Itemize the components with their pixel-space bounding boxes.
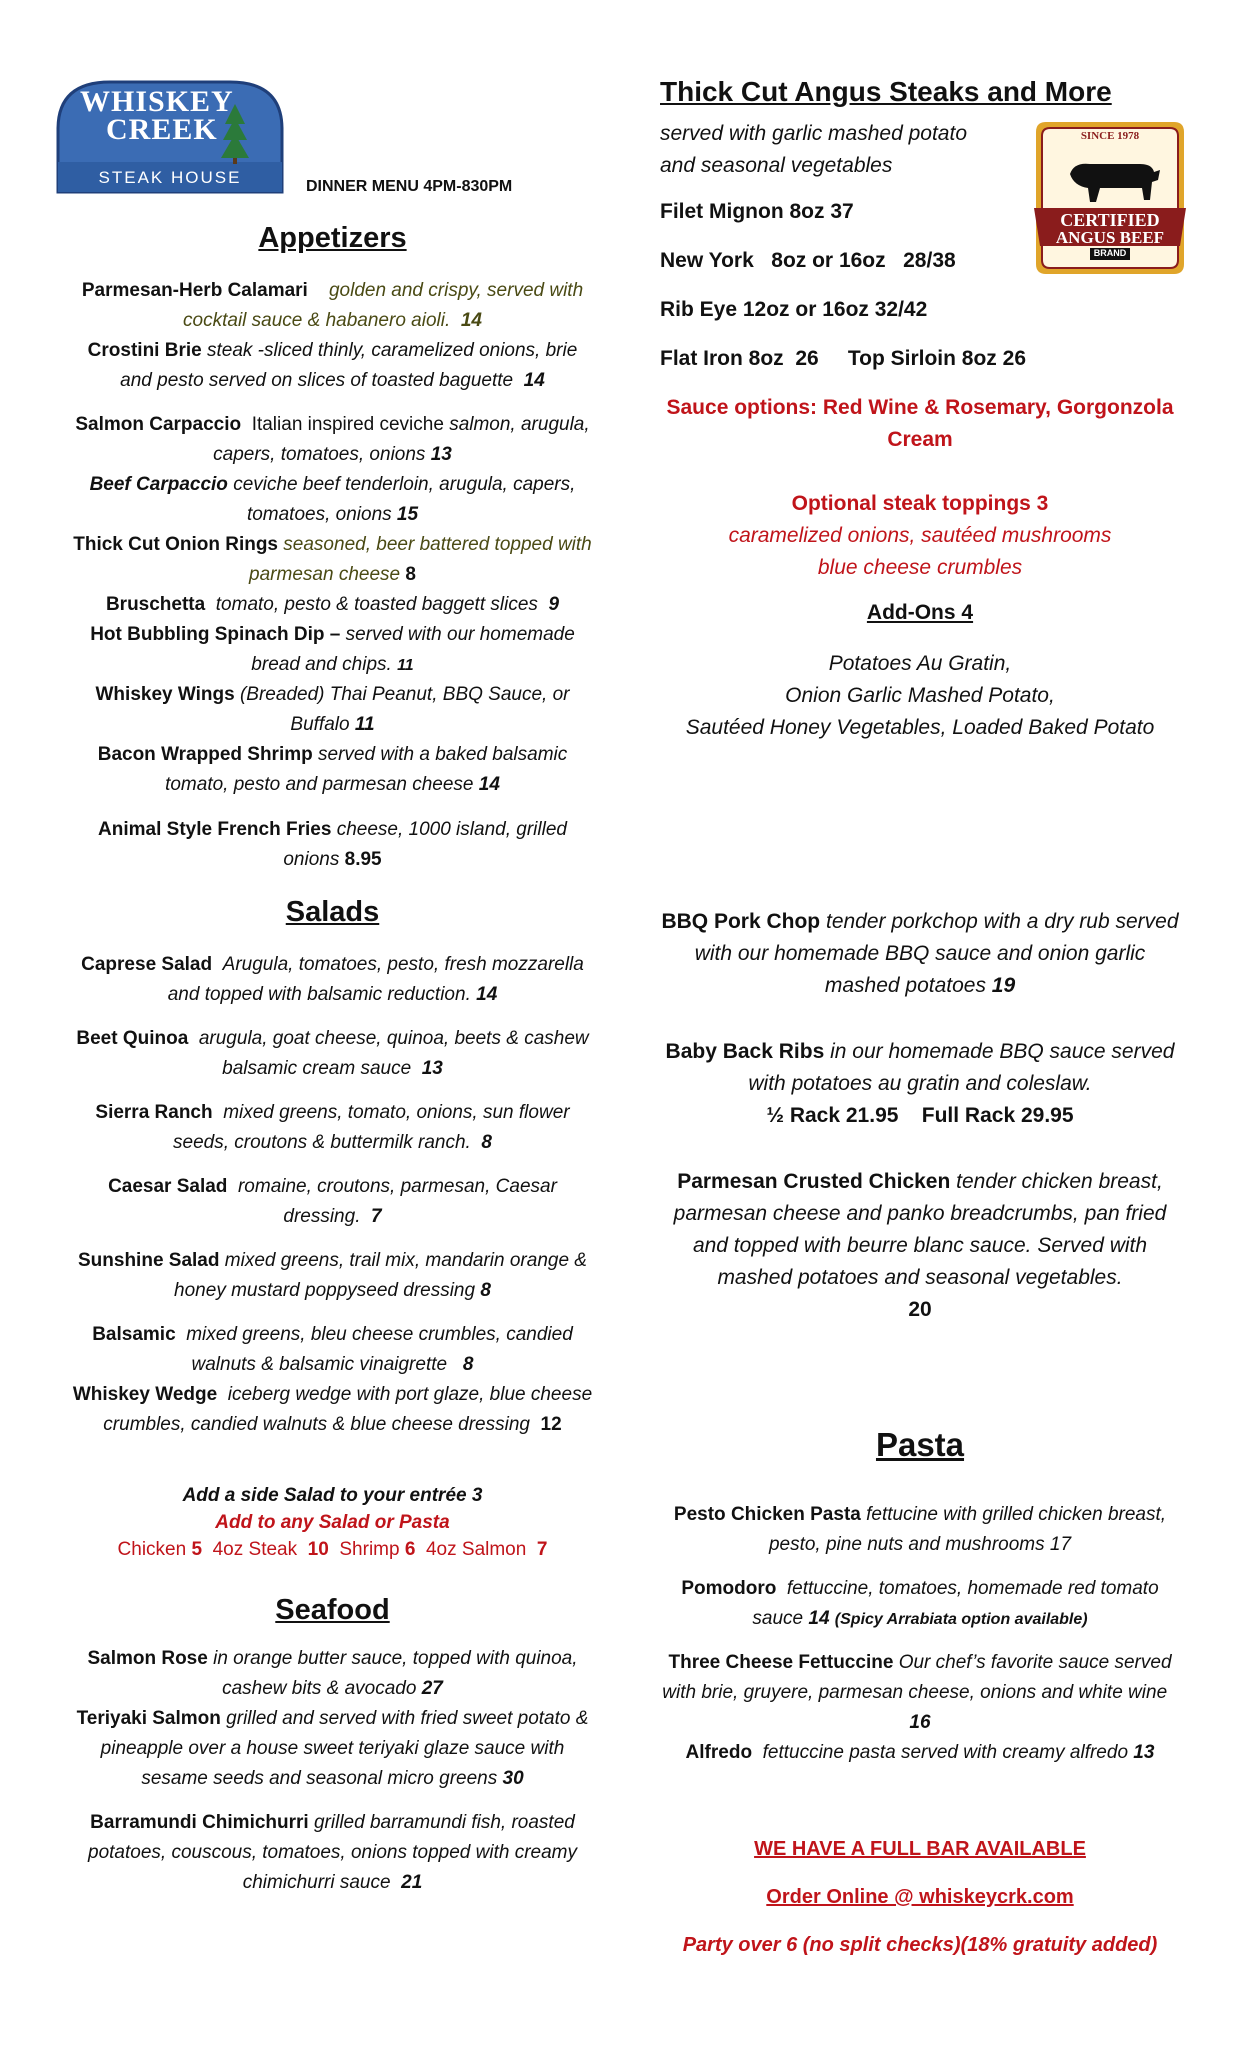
menu-item: Salmon Carpaccio Italian inspired ceviche salmon, arugula, capers, tomatoes, onions 13	[75, 414, 590, 465]
protein-addons: Chicken 5 4oz Steak 10 Shrimp 6 4oz Salmon 7	[117, 1539, 548, 1560]
badge-line-2: ANGUS BEEF	[1055, 228, 1165, 247]
steaks-subtitle: served with garlic mashed potato and seasonal vegetables	[660, 122, 967, 177]
menu-hours-label: DINNER MENU 4PM-830PM	[306, 178, 513, 195]
menu-item: Caprese Salad Arugula, tomatoes, pesto, fresh mozzarella and topped with balsamic reduction. 14	[81, 954, 584, 1005]
menu-item: BBQ Pork Chop tender porkchop with a dry rub served with our homemade BBQ sauce and onion garlic mashed potatoes 19	[661, 910, 1179, 997]
menu-item: Beef Carpaccio ceviche beef tenderloin, arugula, capers, tomatoes, onions 15	[89, 474, 576, 525]
addons-list: Potatoes Au Gratin, Onion Garlic Mashed Potato, Sautéed Honey Vegetables, Loaded Baked Potato	[685, 652, 1155, 739]
menu-item: Bacon Wrapped Shrimp served with a baked balsamic tomato, pesto and parmesan cheese 14	[97, 744, 568, 795]
steak-line-flatiron: Flat Iron 8oz 26 Top Sirloin 8oz 26	[660, 347, 1027, 370]
menu-item: Bruschetta tomato, pesto & toasted baggett slices 9	[105, 594, 560, 615]
side-salad-note: Add a side Salad to your entrée 3	[182, 1485, 483, 1506]
menu-item: Thick Cut Onion Rings seasoned, beer battered topped with parmesan cheese 8	[73, 534, 592, 585]
steak-line-newyork: New York 8oz or 16oz 28/38	[660, 249, 956, 272]
menu-item: Whiskey Wings (Breaded) Thai Peanut, BBQ Sauce, or Buffalo 11	[95, 684, 570, 735]
menu-item: Pesto Chicken Pasta fettucine with grilled chicken breast, pesto, pine nuts and mushrooms 17	[673, 1504, 1167, 1555]
menu-item: Pomodoro fettuccine, tomatoes, homemade red tomato sauce 14 (Spicy Arrabiata option available)	[681, 1578, 1159, 1629]
menu-item: Hot Bubbling Spinach Dip – served with our homemade bread and chips. 11	[90, 624, 575, 675]
steaks-heading: Thick Cut Angus Steaks and More	[660, 76, 1112, 107]
salads-heading: Salads	[285, 896, 380, 928]
seafood-heading: Seafood	[275, 1594, 390, 1626]
sauce-options: Sauce options: Red Wine & Rosemary, Gorgonzola Cream	[666, 396, 1174, 451]
menu-item: Animal Style French Fries cheese, 1000 island, grilled onions 8.95	[98, 819, 567, 870]
steak-line-ribeye: Rib Eye 12oz or 16oz 32/42	[660, 298, 928, 321]
menu-item: Caesar Salad romaine, croutons, parmesan, Caesar dressing. 7	[108, 1176, 557, 1227]
menu-item: Baby Back Ribs in our homemade BBQ sauce served with potatoes au gratin and coleslaw. ½ Rack 21.95 Full Rack 29.95	[665, 1040, 1175, 1127]
badge-brand: BRAND	[1093, 248, 1127, 258]
menu-item: Crostini Brie steak -sliced thinly, caramelized onions, brie and pesto served on slices of toasted baguette 14	[87, 340, 578, 391]
badge-line-1: CERTIFIED	[1060, 210, 1160, 230]
menu-item: Sunshine Salad mixed greens, trail mix, mandarin orange & honey mustard poppyseed dressing 8	[78, 1250, 587, 1301]
menu-item: Barramundi Chimichurri grilled barramundi fish, roasted potatoes, couscous, tomatoes, onions topped with creamy chimichurri sauce 21	[88, 1812, 577, 1893]
steak-line-filet: Filet Mignon 8oz 37	[660, 200, 854, 223]
menu-item: Parmesan Crusted Chicken tender chicken breast, parmesan cheese and panko breadcrumbs, pan fried and topped with beurre blanc sauce. Served with mashed potatoes and seasonal vegetables. 20	[673, 1170, 1167, 1321]
pasta-heading: Pasta	[875, 1426, 965, 1463]
logo-line-2: CREEK	[106, 113, 218, 146]
order-online-link[interactable]: Order Online @ whiskeycrk.com	[766, 1886, 1074, 1908]
menu-item: Teriyaki Salmon grilled and served with fried sweet potato & pineapple over a house sweet teriyaki glaze sauce with sesame seeds and seasonal micro greens 30	[76, 1708, 589, 1789]
add-to-salad-note: Add to any Salad or Pasta	[215, 1512, 450, 1533]
party-policy: Party over 6 (no split checks)(18% gratuity added)	[682, 1934, 1158, 1956]
certified-angus-beef-badge	[1030, 118, 1190, 278]
logo-line-3: STEAK HOUSE	[98, 168, 242, 187]
badge-since: SINCE 1978	[1080, 130, 1140, 142]
menu-item: Salmon Rose in orange butter sauce, topped with quinoa, cashew bits & avocado 27	[87, 1648, 578, 1699]
logo-line-1: WHISKEY	[80, 85, 234, 118]
menu-item: Parmesan-Herb Calamari golden and crispy, served with cocktail sauce & habanero aioli. 14	[81, 280, 584, 331]
menu-item: Sierra Ranch mixed greens, tomato, onions, sun flower seeds, croutons & buttermilk ranch. 8	[95, 1102, 570, 1153]
menu-item: Alfredo fettuccine pasta served with creamy alfredo 13	[685, 1742, 1155, 1763]
menu-item: Three Cheese Fettuccine Our chef’s favorite sauce served with brie, gruyere, parmesan cheese, onions and white wine 16	[662, 1652, 1172, 1733]
menu-item: Beet Quinoa arugula, goat cheese, quinoa, beets & cashew balsamic cream sauce 13	[76, 1028, 589, 1079]
steak-toppings: Optional steak toppings 3 caramelized onions, sautéed mushrooms blue cheese crumbles	[728, 492, 1112, 579]
menu-item: Balsamic mixed greens, bleu cheese crumbles, candied walnuts & balsamic vinaigrette 8	[92, 1324, 573, 1375]
appetizers-heading: Appetizers	[258, 222, 407, 254]
whiskey-creek-logo	[50, 74, 290, 194]
addons-heading: Add-Ons 4	[866, 601, 974, 624]
menu-item: Whiskey Wedge iceberg wedge with port glaze, blue cheese crumbles, candied walnuts & blue cheese dressing 12	[72, 1384, 593, 1435]
full-bar-notice: WE HAVE A FULL BAR AVAILABLE	[754, 1838, 1086, 1860]
